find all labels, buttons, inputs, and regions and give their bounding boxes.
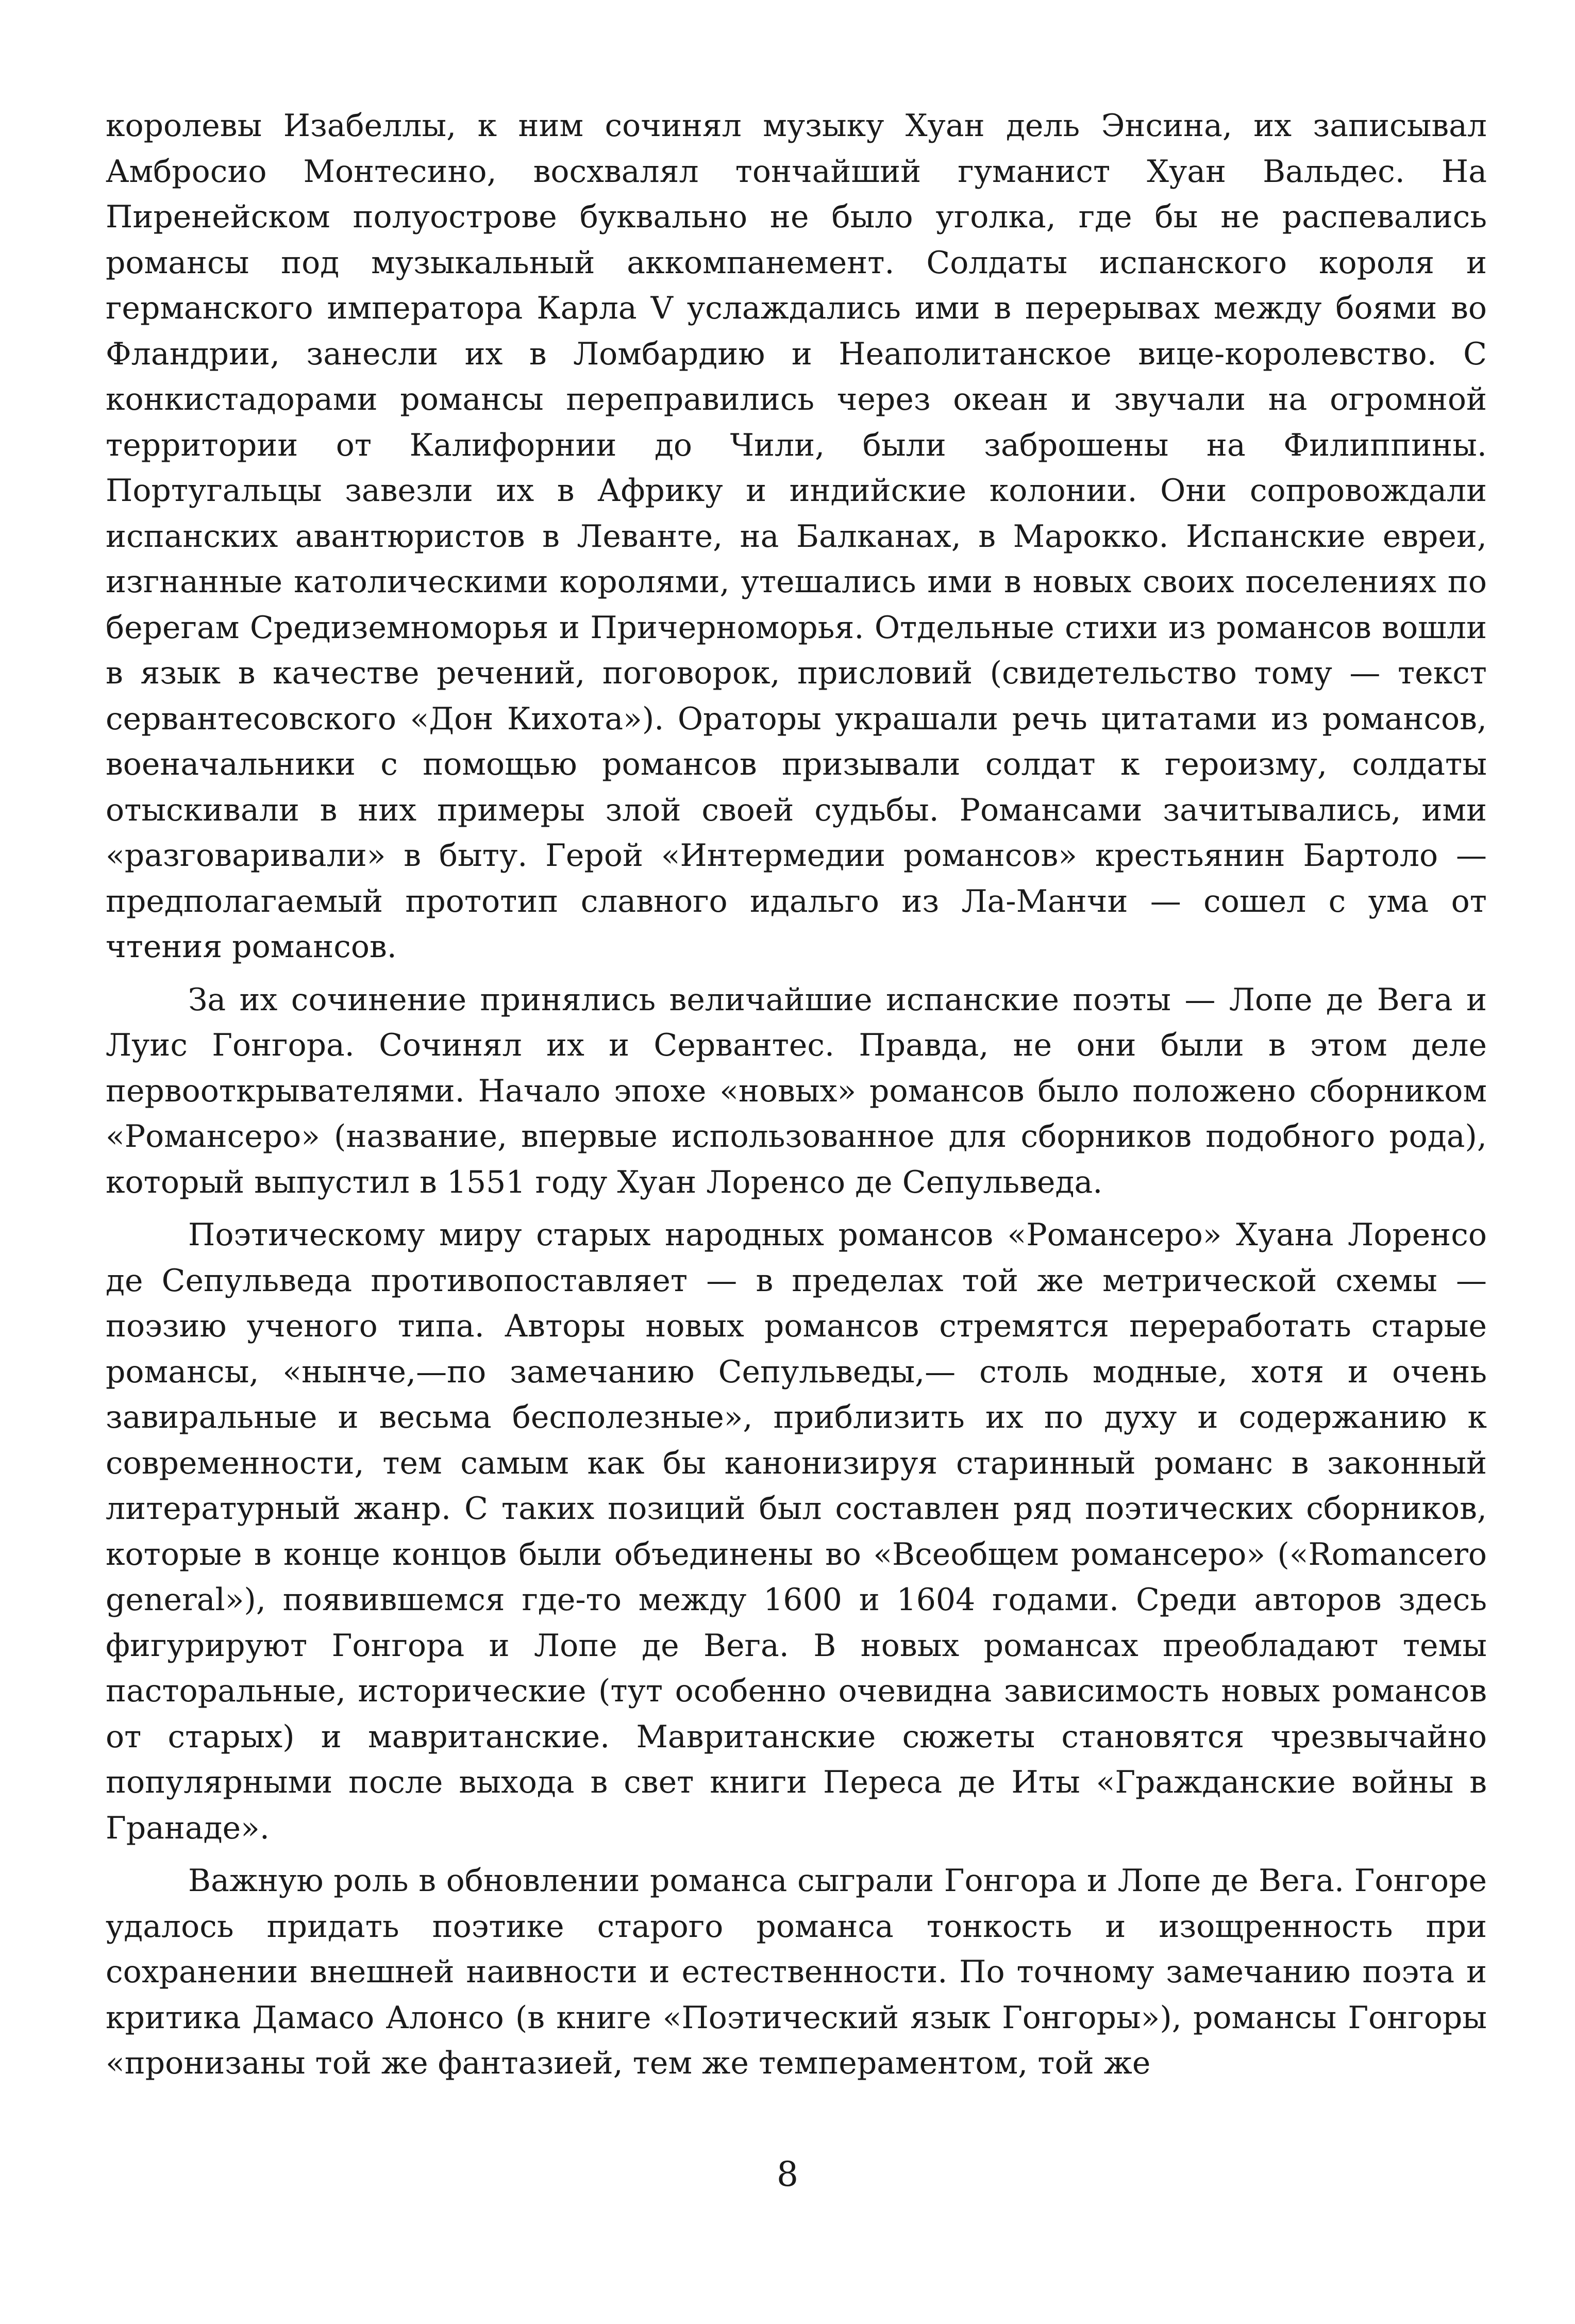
paragraph-3: Поэтическому миру старых народных романсов «Романсеро» Хуана Лоренсо де Сепульведа противопоставляет — в пределах той же метрической схемы — поэзию ученого типа. Авторы новых романсов стремятся переработать старые романсы, «нынче,—по замечанию Сепульведы,— столь модные, хотя и очень завиральные и весьма бесполезные», приблизить их по духу и содержанию к современности, тем самым как бы канонизируя старинный романс в законный литературный жанр. С таких позиций был составлен ряд поэтических сборников, которые в конце концов были объединены во «Всеобщем романсеро» («Romancero general»), появившемся где-то между 1600 и 1604 годами. Среди авторов здесь фигурируют Гонгора и Лопе де Вега. В новых романсах преобладают темы пасторальные, исторические (тут особенно очевидна зависимость новых романсов от старых) и мавританские. Мавританские сюжеты становятся чрезвычайно популярными после выхода в свет книги Переса де Иты «Гражданские войны в Гранаде». [106, 1217, 1487, 1846]
paragraph-4: Важную роль в обновлении романса сыграли Гонгора и Лопе де Вега. Гонгоре удалось придать поэтике старого романса тонкость и изощренность при сохранении внешней наивности и естественности. По точному замечанию поэта и критика Дамасо Алонсо (в книге «Поэтический язык Гонгоры»), романсы Гонгоры «пронизаны той же фантазией, тем же темпераментом, той же [106, 1863, 1487, 2081]
paragraph-2: За их сочинение принялись величайшие испанские поэты — Лопе де Вега и Луис Гонгора. Сочинял их и Сервантес. Правда, не они были в этом деле первооткрывателями. Начало эпохе «новых» романсов было положено сборником «Романсеро» (название, впервые использованное для сборников подобного рода), который выпустил в 1551 году Хуан Лоренсо де Сепульведа. [106, 981, 1487, 1200]
page-body [106, 103, 1487, 2094]
page-number: 8 [777, 2154, 798, 2194]
paragraph-1: королевы Изабеллы, к ним сочинял музыку Хуан дель Энсина, их записывал Амбросио Монтесино, восхвалял тончайший гуманист Хуан Вальдес. На Пиренейском полуострове буквально не было уголка, где бы не распевались романсы под музыкальный аккомпанемент. Солдаты испанского короля и германского императора Карла V услаждались ими в перерывах между боями во Фландрии, занесли их в Ломбардию и Неаполитанское вице-королевство. С конкистадорами романсы переправились через океан и звучали на огромной территории от Калифорнии до Чили, были заброшены на Филиппины. Португальцы завезли их в Африку и индийские колонии. Они сопровождали испанских авантюристов в Леванте, на Балканах, в Марокко. Испанские евреи, изгнанные католическими королями, утешались ими в новых своих поселениях по берегам Средиземноморья и Причерноморья. Отдельные стихи из романсов вошли в язык в качестве речений, поговорок, присловий (свидетельство тому — текст сервантесовского «Дон Кихота»). Ораторы украшали речь цитатами из романсов, военачальники с помощью романсов призывали солдат к героизму, солдаты отыскивали в них примеры злой своей судьбы. Романсами зачитывались, ими «разговаривали» в быту. Герой «Интермедии романсов» крестьянин Бартоло — предполагаемый прототип славного идальго из Ла-Манчи — сошел с ума от чтения романсов. [106, 108, 1487, 965]
